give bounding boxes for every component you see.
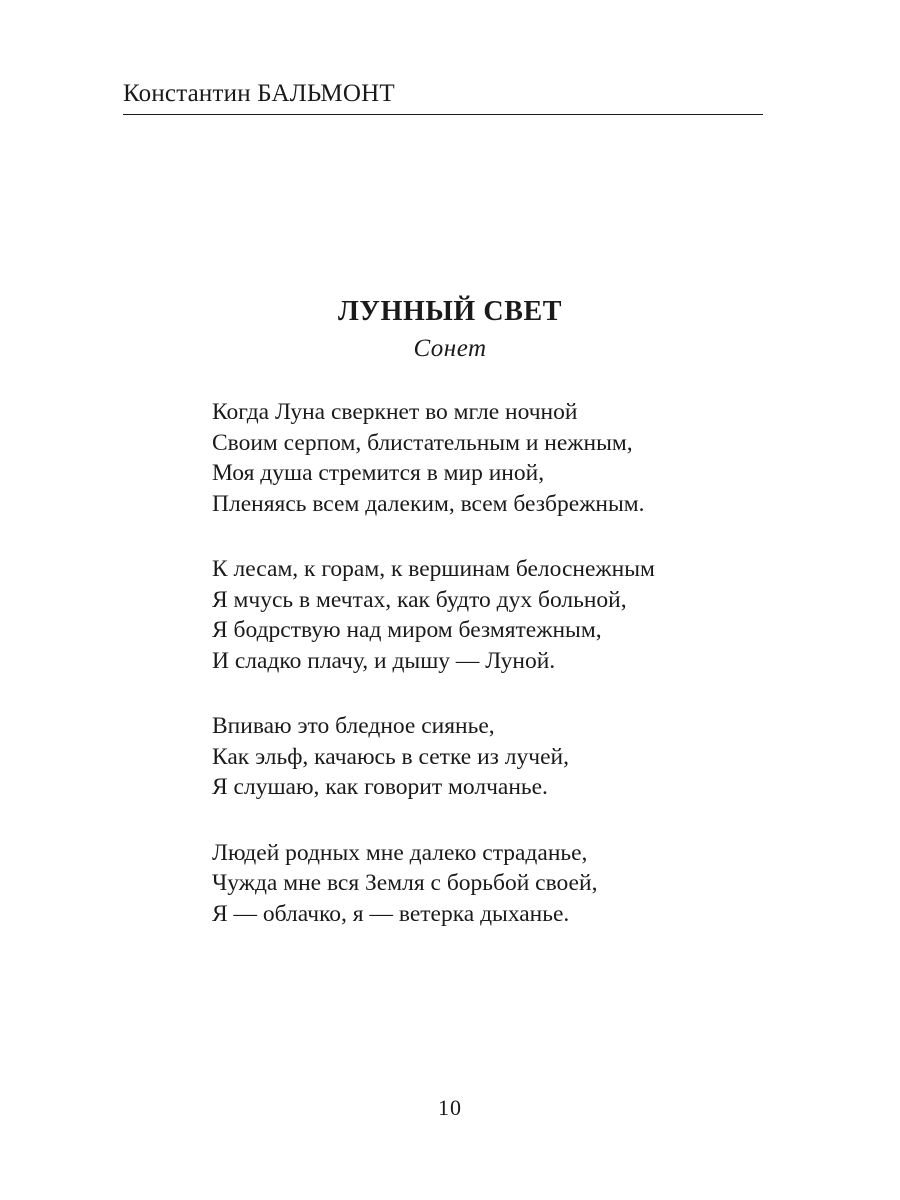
poem-line: Своим серпом, блистательным и нежным, [212,429,633,456]
poem-line: Людей родных мне далеко страданье, [212,839,588,866]
poem-body [212,397,812,964]
author-name: Константин БАЛЬМОНТ [123,80,395,107]
stanza-3 [212,711,812,803]
running-header [123,78,763,115]
poem-line: Пленяясь всем далеким, всем безбрежным. [212,490,645,517]
poem-line: Я бодрствую над миром безмятежным, [212,617,602,643]
stanza-1 [212,397,812,519]
stanza-4 [212,838,812,930]
poem-title-block [0,295,900,365]
poem-line: Я слушаю, как говорит молчанье. [212,774,548,800]
poem-line: Я мчусь в мечтах, как будто дух больной, [212,586,627,613]
poem-line: Впиваю это бледное сиянье, [212,713,495,739]
poem-line: Чужда мне вся Земля с борьбой своей, [212,870,598,896]
stanza-2 [212,554,812,676]
poem-line: Когда Луна сверкнет во мгле ночной [212,399,578,425]
poem-line: Моя душа стремится в мир иной, [212,460,545,486]
poem-line: Я — облачко, я — ветерка дыханье. [212,900,570,927]
poem-line: Как эльф, качаюсь в сетке из лучей, [212,743,569,770]
poem-line: И сладко плачу, и дышу — Луной. [212,647,556,674]
poem-title: ЛУННЫЙ СВЕТ [337,296,563,327]
page-number: 10 [438,1095,462,1120]
poem-line: К лесам, к горам, к вершинам белоснежным [212,556,655,582]
poem-subtitle: Сонет [413,335,487,362]
